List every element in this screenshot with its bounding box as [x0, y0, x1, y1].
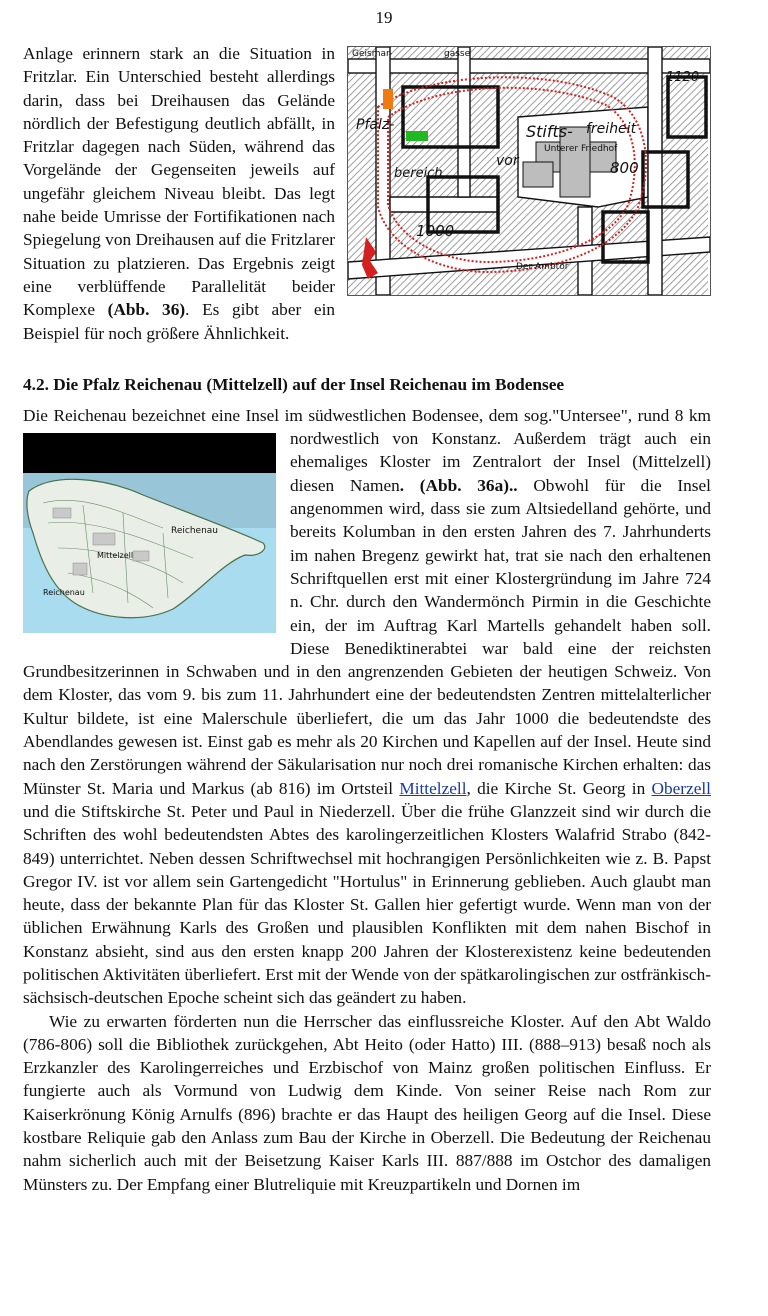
orange-marker	[383, 89, 393, 109]
fritzlar-map-drawing	[348, 47, 710, 295]
intro-text-b: . Es gibt aber ein Beispiel für noch größere Ähnlichkeit.	[23, 300, 336, 343]
island-label-mittelzell: Mittelzell	[97, 551, 134, 561]
map-label-freiheit: freiheit	[586, 121, 637, 137]
map-label-800: 800	[610, 159, 639, 177]
map-label-ambtor: Der Ambtor	[516, 262, 569, 272]
p1-text-d: und die Stiftskirche St. Peter und Paul in Niederzell. Über die frühe Glanzzeit sind wir durch die Schriften des wohl bedeutendsten Abtes des karolingerzeitlichen Klosters Walafrid Strabo (842-849) unterrichtet. Neben dessen Schriftwechsel mit hochrangigen Persönlichkeiten wie z. B. Papst Gregor IV. ist vor allem sein Gartengedicht "Hortulus" in Erinnerung geblieben. Auch glaubt man heute, dass der bekannte Plan für das Kloster St. Gallen hier gefertigt wurde. Wenn man von der üblichen Erwähnung Karls des Großen und plausiblen Konflikten mit dem nahen Bischof in Konstanz absieht, sind aus den ersten knapp 200 Jahren der Klosterexistenz keine bedeutenden politischen Aktivitäten überliefert. Erst mit der Wende von der spätkarolingischen zur ostfränkisch-sächsisch-deutschen Epoche scheint sich das geändert zu haben.	[23, 801, 711, 1008]
p1-text-a-start: Die Reichenau bezeichnet eine Insel im südwestlichen Bodensee, dem sog."Untersee", rund 8 km nordwestlich von Konstanz. Außerdem trägt auch ein	[23, 405, 711, 449]
map-label-stifts: Stifts-	[526, 122, 573, 141]
link-mittelzell[interactable]: Mittelzell	[399, 778, 467, 798]
map-label-bereich: bereich	[394, 166, 443, 181]
island-label-reichenau: Reichenau	[171, 526, 218, 537]
page-number: 19	[375, 8, 393, 27]
island-map-drawing	[23, 433, 276, 633]
fritzlar-map-figure	[347, 46, 711, 296]
map-label-1120: 1120	[666, 70, 700, 85]
p1-text-c: , die Kirche St. Georg in	[466, 778, 652, 798]
map-label-1000: 1000	[416, 222, 455, 240]
map-label-geismar: Geismar-	[352, 49, 393, 59]
map-label-gasse: gasse	[444, 49, 471, 59]
p1-text-b: Obwohl für die Insel angenommen wird, dass sie zum Altsiedelland gehörte, und bereits Kolumban in den ersten Jahren des 7. Jahrhunderts im nahen Bregenz gewirkt hat, trat sie nach den erhaltenen Schriftquellen erst mit einer Klostergründung im Jahre 724 n. Chr. durch den Wandermönch Pirmin in die Geschichte ein, der im Auftrag Karl Martells gehandelt haben soll. Diese Benediktinerabtei war bald eine der reichsten Grundbesitzerinnen in Schwaben und in den angrenzenden Gebieten der heutigen Schweiz. Von dem Kloster, das vom 9. bis zum 11. Jahrhundert eine der bedeutendsten Zentren mittelalterlicher Kultur bildete, ist eine Malerschule überliefert, die um das Jahr 1000 die bedeutendste des Abendlandes gewesen ist. Einst gab es mehr als 20 Kirchen und Kapellen auf der Insel. Heute sind nach den Zerstörungen während der Säkularisation nur noch drei romanische Kirchen erhalten: das Münster St. Maria und Markus (ab 816) im Ortsteil	[23, 475, 711, 798]
green-marker	[406, 131, 428, 141]
map-label-pfalz: Pfalz-	[356, 117, 395, 133]
section-paragraph-2: Wie zu erwarten förderten nun die Herrscher das einflussreiche Kloster. Auf den Abt Waldo (786-806) soll die Bibliothek zurückgehen, Abt Heito (oder Hatto) III. (888–913) besaß noch als Erzkanzler des Karolingerreiches und Erzbischof von Mainz großen politischen Einfluss. Er fungierte auch als Vormund von Ludwig dem Kinde. Von seiner Reise nach Rom zur Kaiserkrönung König Arnulfs (896) brachte er das Haupt des heiligen Georg auf die Insel. Diese kostbare Reliquie gab den Anlass zum Bau der Kirche in Oberzell. Die Bedeutung der Reichenau nahm sicherlich auch mit der Beisetzung Kaiser Karls III. 887/888 im Ostchor des damaligen Münsters zu. Der Empfang einer Blutreliquie mit Kreuzpartikeln und Dornen im	[23, 1011, 711, 1194]
map-label-vor: vor	[496, 153, 519, 169]
island-label-reichenau-west: Reichenau	[43, 588, 85, 598]
link-oberzell[interactable]: Oberzell	[651, 778, 711, 798]
section-heading: 4.2. Die Pfalz Reichenau (Mittelzell) auf der Insel Reichenau im Bodensee	[23, 374, 565, 394]
intro-figure-ref: (Abb. 36)	[107, 300, 186, 320]
p1-dot: .	[399, 475, 405, 495]
page-content	[23, 42, 711, 1196]
p1-figure-ref: (Abb. 36a)..	[404, 475, 518, 495]
reichenau-island-map	[23, 433, 276, 633]
section-paragraph-1	[23, 404, 711, 1010]
map-label-friedhof: Unterer Friedhof	[544, 144, 618, 154]
p1-text-a-rest: ehemaliges Kloster im Zentralort der Insel (Mittelzell) diesen Namen	[290, 452, 711, 495]
intro-text-a: Anlage erinnern stark an die Situation in Fritzlar. Ein Unterschied besteht allerdings darin, dass bei Dreihausen das Gelände nördlich der Befestigung deutlich abfällt, in Fritzlar dagegen nach Süden, während das Vorgelände der Gegenseiten jeweils auf ungefähr gleichem Niveau bleibt. Das legt nahe beide Umrisse der Fortifikationen nach Spiegelung von Dreihausen auf die Fritzlarer Situation zu platzieren. Das Ergebnis zeigt eine verblüffende Parallelität beider Komplexe	[23, 44, 335, 320]
